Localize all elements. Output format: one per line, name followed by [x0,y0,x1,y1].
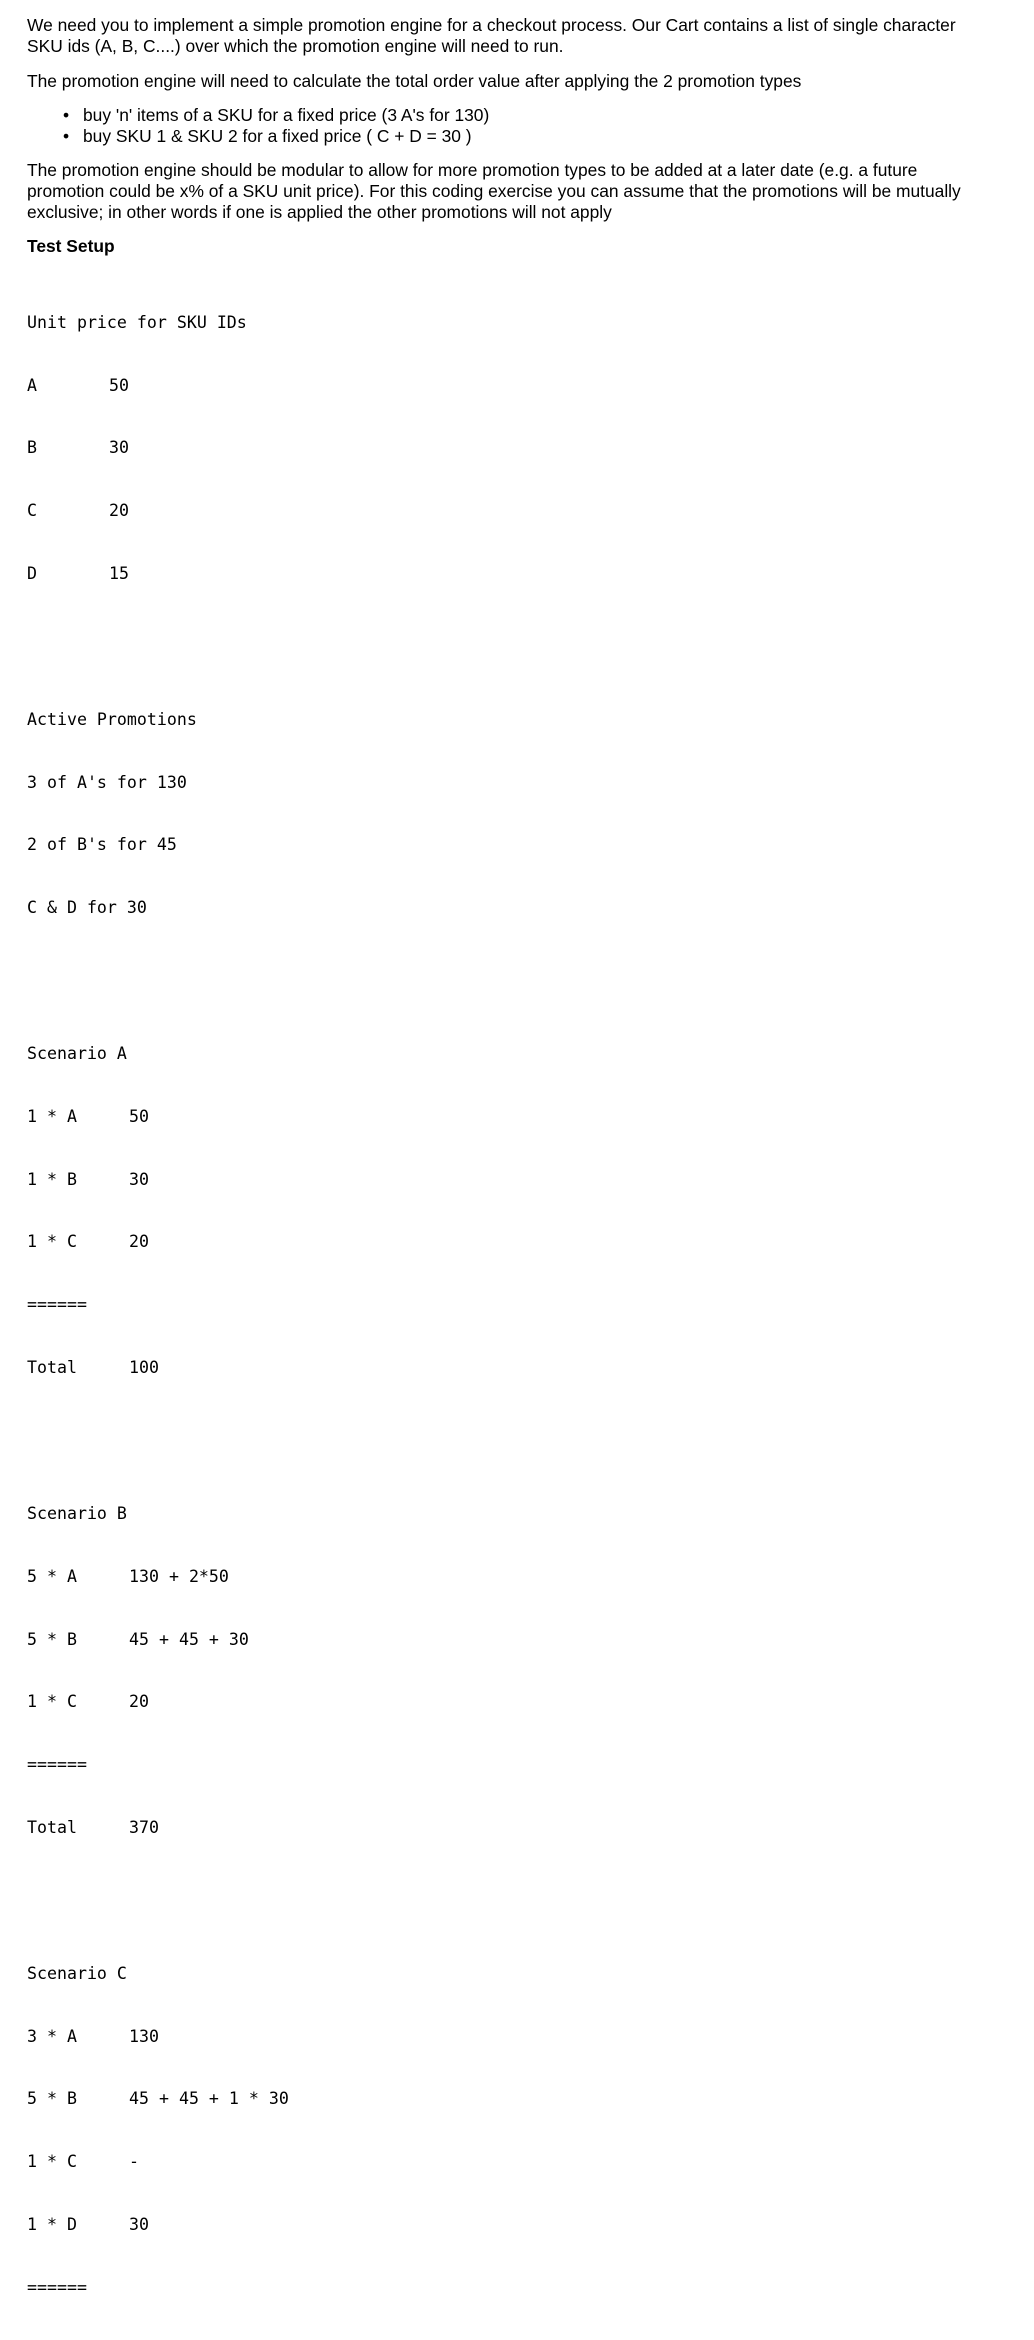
total-label: Total [27,1357,77,1377]
price-row [27,438,1030,459]
bullet-icon: • [63,105,70,125]
bullet-icon: • [63,126,70,146]
list-item-text: buy SKU 1 & SKU 2 for a fixed price ( C + D = 30 ) [83,126,472,146]
test-setup-heading: Test Setup [27,236,115,256]
scenario-value: 30 [129,1169,149,1189]
document [27,15,1030,2340]
list-item [63,105,1030,126]
scenario-qty: 1 * A [27,1107,77,1127]
active-promotions-title: Active Promotions [27,709,197,729]
scenario-value: 20 [129,1232,149,1252]
scenario-row [27,2089,1030,2110]
scenario-separator: ====== [27,2277,87,2297]
scenario-qty: 1 * D [27,2214,77,2234]
scenario-value: 45 + 45 + 1 * 30 [129,2089,289,2109]
modular-line-1: The promotion engine should be modular to allow for more promotion types to be added at a later date (e.g. a future [27,160,918,180]
scenario-row [27,1567,1030,1588]
scenario-value: - [129,2152,139,2172]
spacer [27,961,1030,982]
modular-line-3: exclusive; in other words if one is applied the other promotions will not apply [27,202,612,222]
scenario-value: 50 [129,1107,149,1127]
scenario-row [27,1630,1030,1651]
scenario-qty: 1 * B [27,1169,77,1189]
intro-line-2: SKU ids (A, B, C....) over which the promotion engine will need to run. [27,36,564,56]
promotion-item: C & D for 30 [27,898,147,918]
scenario-qty: 5 * B [27,2089,77,2109]
sku-id: D [27,563,37,583]
sku-price: 50 [109,375,129,395]
promotion-item: 2 of B's for 45 [27,835,177,855]
unit-price-title: Unit price for SKU IDs [27,312,247,332]
sku-price: 20 [109,500,129,520]
spacer [27,626,1030,647]
scenario-value: 45 + 45 + 30 [129,1629,249,1649]
price-row [27,564,1030,585]
calc-paragraph: The promotion engine will need to calculate the total order value after applying the 2 promotion types [27,71,802,91]
scenario-row [27,1232,1030,1253]
list-item-text: buy 'n' items of a SKU for a fixed price (3 A's for 130) [83,105,490,125]
scenario-qty: 1 * C [27,1232,77,1252]
scenario-separator: ====== [27,1755,87,1774]
sku-id: B [27,438,37,458]
price-row [27,501,1030,522]
spacer [27,1421,1030,1442]
scenario-c-title: Scenario C [27,1964,127,1984]
spacer [27,1880,1030,1901]
scenario-value: 30 [129,2214,149,2234]
scenario-qty: 5 * B [27,1629,77,1649]
scenario-a-title: Scenario A [27,1044,127,1064]
scenario-value: 130 + 2*50 [129,1566,229,1586]
scenario-row [27,2027,1030,2048]
sku-price: 30 [109,438,129,458]
sku-id: C [27,500,37,520]
sku-id: A [27,375,37,395]
total-value: 370 [129,1817,159,1837]
promotion-types-list [27,105,1030,147]
scenario-b-title: Scenario B [27,1504,127,1524]
scenario-row [27,1692,1030,1713]
scenario-row [27,1170,1030,1191]
scenario-value: 130 [129,2026,159,2046]
modular-line-2: promotion could be x% of a SKU unit price). For this coding exercise you can assume that the promotions will be mutually [27,181,961,201]
scenario-qty: 3 * A [27,2026,77,2046]
scenario-separator: ====== [27,1295,87,1315]
list-item [63,126,1030,147]
scenario-total-row [27,1818,1030,1839]
test-setup-code-block [27,271,1030,2340]
scenario-qty: 1 * C [27,2152,77,2172]
total-value: 100 [129,1357,159,1377]
total-label: Total [27,1817,77,1837]
scenario-value: 20 [129,1692,149,1712]
intro-line-1: We need you to implement a simple promotion engine for a checkout process. Our Cart contains a list of single character [27,15,956,35]
scenario-qty: 1 * C [27,1692,77,1712]
modular-paragraph [27,160,1030,223]
scenario-total-row [27,1358,1030,1379]
scenario-row [27,1107,1030,1128]
scenario-row [27,2215,1030,2236]
intro-paragraph [27,15,1030,57]
scenario-qty: 5 * A [27,1566,77,1586]
promotion-item: 3 of A's for 130 [27,772,187,792]
sku-price: 15 [109,563,129,583]
scenario-row [27,2152,1030,2173]
price-row [27,376,1030,397]
